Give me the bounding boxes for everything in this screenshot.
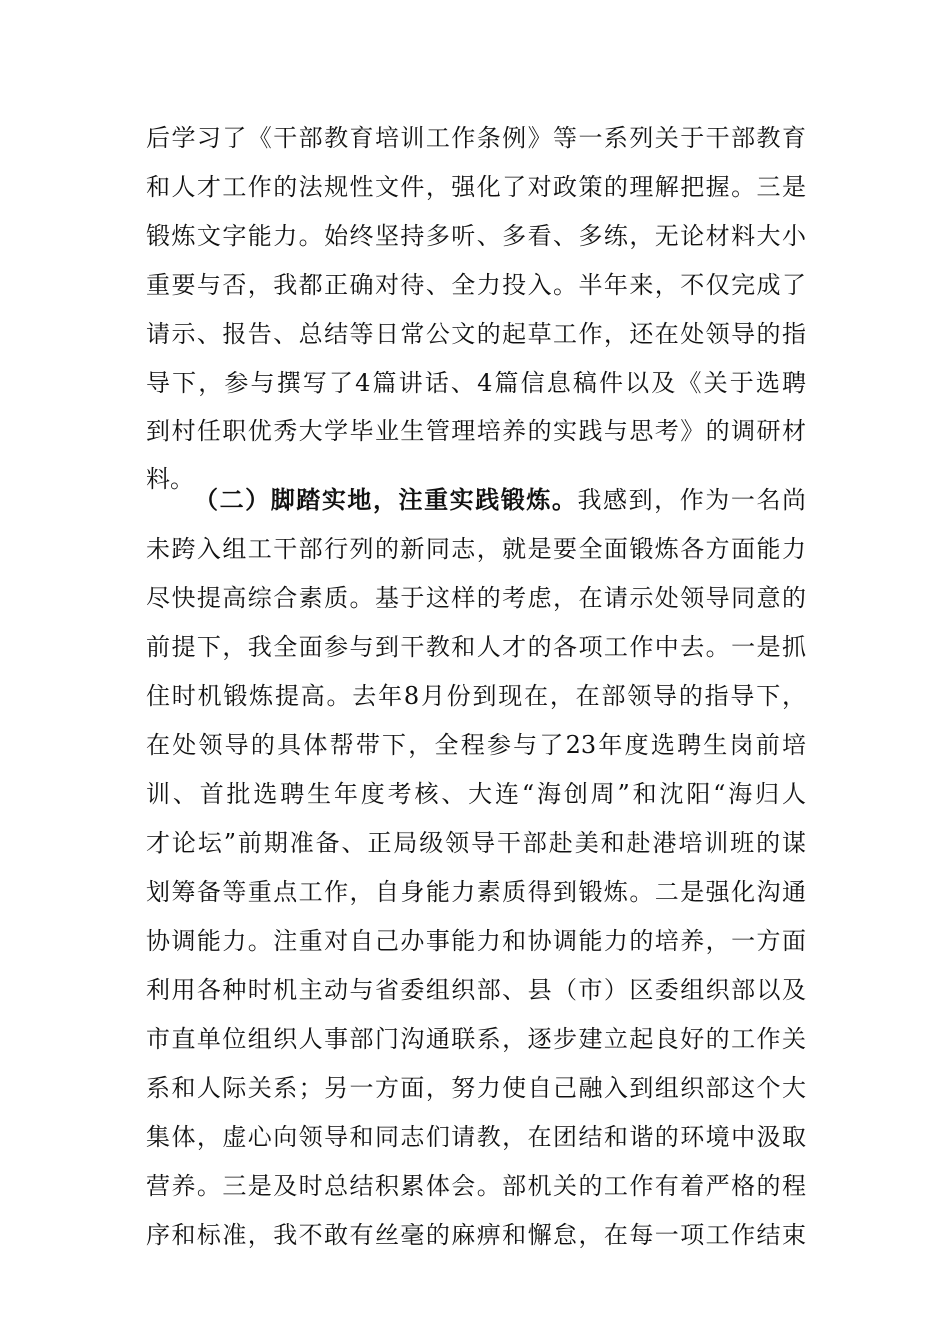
paragraph-line: 划筹备等重点工作，自身能力素质得到锻炼。二是强化沟通 — [146, 878, 806, 906]
paragraph-line: 协调能力。注重对自己办事能力和协调能力的培养，一方面 — [146, 927, 806, 955]
paragraph-line: 才论坛”前期准备、正局级领导干部赴美和赴港培训班的谋 — [146, 829, 806, 857]
paragraph-line: 尽快提高综合素质。基于这样的考虑，在请示处领导同意的 — [146, 584, 806, 612]
section-heading-line — [194, 477, 806, 523]
paragraph-line: 系和人际关系；另一方面，努力使自己融入到组织部这个大 — [146, 1074, 806, 1102]
paragraph-line: 未跨入组工干部行列的新同志，就是要全面锻炼各方面能力 — [146, 535, 806, 563]
paragraph-line: 序和标准，我不敢有丝毫的麻痹和懈怠，在每一项工作结束 — [146, 1221, 806, 1249]
paragraph-line: 导下，参与撰写了4篇讲话、4篇信息稿件以及《关于选聘 — [146, 369, 806, 397]
paragraph-line: 前提下，我全面参与到干教和人才的各项工作中去。一是抓 — [146, 633, 806, 661]
paragraph-line: 市直单位组织人事部门沟通联系，逐步建立起良好的工作关 — [146, 1025, 806, 1053]
paragraph-line: 请示、报告、总结等日常公文的起草工作，还在处领导的指 — [146, 320, 806, 348]
paragraph-line: 营养。三是及时总结积累体会。部机关的工作有着严格的程 — [146, 1172, 806, 1200]
paragraph-line: 和人才工作的法规性文件，强化了对政策的理解把握。三是 — [146, 173, 806, 201]
paragraph-line: 料。 — [146, 465, 194, 493]
paragraph-line: 锻炼文字能力。始终坚持多听、多看、多练，无论材料大小 — [146, 222, 806, 250]
paragraph-line: 利用各种时机主动与省委组织部、县（市）区委组织部以及 — [146, 976, 806, 1004]
paragraph-line-end: 尚 — [782, 486, 807, 514]
section-heading: （二）脚踏实地，注重实践锻炼。 — [194, 485, 578, 514]
paragraph-line: 到村任职优秀大学毕业生管理培养的实践与思考》的调研材 — [146, 417, 806, 445]
paragraph-line: 集体，虚心向领导和同志们请教，在团结和谐的环境中汲取 — [146, 1123, 806, 1151]
paragraph-line: 后学习了《干部教育培训工作条例》等一系列关于干部教育 — [146, 124, 806, 152]
paragraph-line: 在处领导的具体帮带下，全程参与了23年度选聘生岗前培 — [146, 731, 806, 759]
paragraph-line: 训、首批选聘生年度考核、大连“海创周”和沈阳“海归人 — [146, 780, 806, 808]
section-lead-text: 我感到，作为一名 — [577, 486, 783, 514]
paragraph-line: 住时机锻炼提高。去年8月份到现在，在部领导的指导下， — [146, 682, 806, 710]
paragraph-line: 重要与否，我都正确对待、全力投入。半年来，不仅完成了 — [146, 271, 806, 299]
